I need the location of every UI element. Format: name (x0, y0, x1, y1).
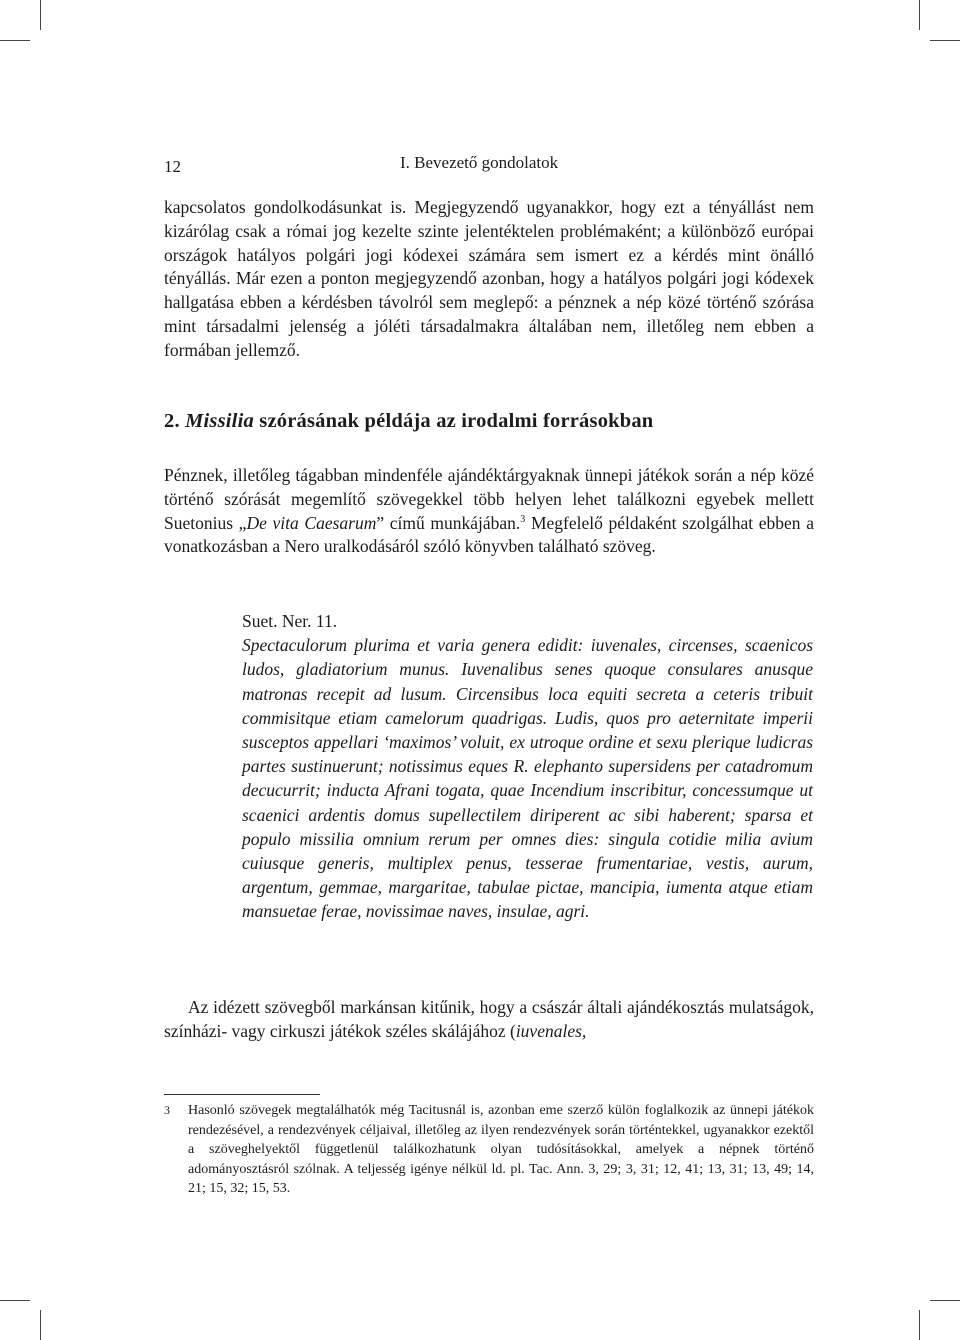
footnote-text: Hasonló szövegek megtalálhatók még Tacitusnál is, azonban eme szerző külön foglalkozik az ünnepi játékok rendezésével, a rendezvények céljaival, illetőleg az ilyen rendezvények során történtekkel, ugyanakkor ezektől a szöveghelyektől függetlenül találkozhatunk olyan tudósításokkal, amelyek a népnek történő adományosztásról szólnak. A teljesség igénye nélkül ld. pl. Tac. Ann. 3, 29; 3, 31; 12, 41; 13, 31; 13, 49; 14, 21; 15, 32; 15, 53. (188, 1103, 814, 1196)
footnote-number: 3 (164, 1103, 170, 1117)
section-number: 2. (164, 410, 180, 432)
footnote (164, 1101, 814, 1199)
paragraph-analysis (164, 996, 814, 1044)
footnote-reference: 3 (520, 513, 526, 525)
page-number: 12 (164, 157, 181, 176)
paragraph-sources (164, 464, 814, 559)
paragraph-sources-text: Pénznek, illetőleg tágabban mindenféle ajándéktárgyaknak ünnepi játékok során a nép közé történő szórását megemlítő szövegekkel több helyen lehet találkozni egyebek mellett Suetonius „ (164, 465, 814, 533)
section-heading-italic: Missilia (185, 410, 254, 432)
work-title: De vita Caesarum (246, 512, 377, 533)
section-heading (164, 410, 653, 433)
paragraph-intro: kapcsolatos gondolkodásunkat is. Megjegyzendő ugyanakkor, hogy ezt a tényállást nem kizárólag csak a római jog kezelte szinte jelentéktelen problémaként; a különböző európai országok hatályos polgári jogi kódexei számára sem ismert ez a kérdés mint önálló tényállás. Már ezen a ponton megjegyzendő azonban, hogy a hatályos polgári jogi kódexek hallgatása ebben a kérdésben távolról sem meglepő: a pénznek a nép közé történő szórása mint társadalmi jelenség a jóléti társadalmakra általában nem, illetőleg nem ebben a formában jellemző. (164, 197, 814, 360)
latin-quotation (242, 609, 813, 924)
footnote-divider (164, 1094, 320, 1095)
paragraph-analysis-text: Az idézett szövegből markánsan kitűnik, hogy a császár általi ajándékosztás mulatságok, színházi- vagy cirkuszi játékok széles skálájához ( (164, 997, 814, 1041)
paragraph-analysis-italic: iuvenales, (515, 1020, 587, 1041)
paragraph-sources-continuation: Megfelelő példaként szolgálhat ebben a vonatkozásban a Nero uralkodásáról szóló könyvben található szöveg. (164, 512, 814, 557)
quotation-reference: Suet. Ner. 11. (242, 611, 338, 631)
section-heading-rest: szórásának példája az irodalmi forrásokban (259, 410, 654, 432)
running-title: I. Bevezető gondolatok (400, 153, 559, 172)
quotation-latin-text: Spectaculorum plurima et varia genera edidit: iuvenales, circenses, scaenicos ludos, gladiatorium munus. Iuvenalibus senes quoque consulares anusque matronas recepit ad lusum. Circensibus loca equiti secreta a ceteris tribuit commisitque etiam camelorum quadrigas. Ludis, quos pro aeternitate imperii susceptos appellari ‘maximos’ voluit, ex utroque ordine et sexu plerique ludicras partes sustinuerunt; notissimus eques R. elephanto supersidens per catadromum decucurrit; inducta Afrani togata, quae Incendium inscribitur, concessumque ut scaenici ardentis domus supellectilem diriperent ac sibi haberent; sparsa et populo missilia omnium rerum per omnes dies: singula cotidie milia avium cuiusque generis, multiplex penus, tesserae frumentariae, vestis, aurum, argentum, gemmae, margaritae, tabulae pictae, mancipia, iumenta atque etiam mansuetae ferae, novissimae naves, insulae, agri. (242, 635, 813, 922)
paragraph-sources-after: ” című munkájában. (376, 512, 521, 533)
